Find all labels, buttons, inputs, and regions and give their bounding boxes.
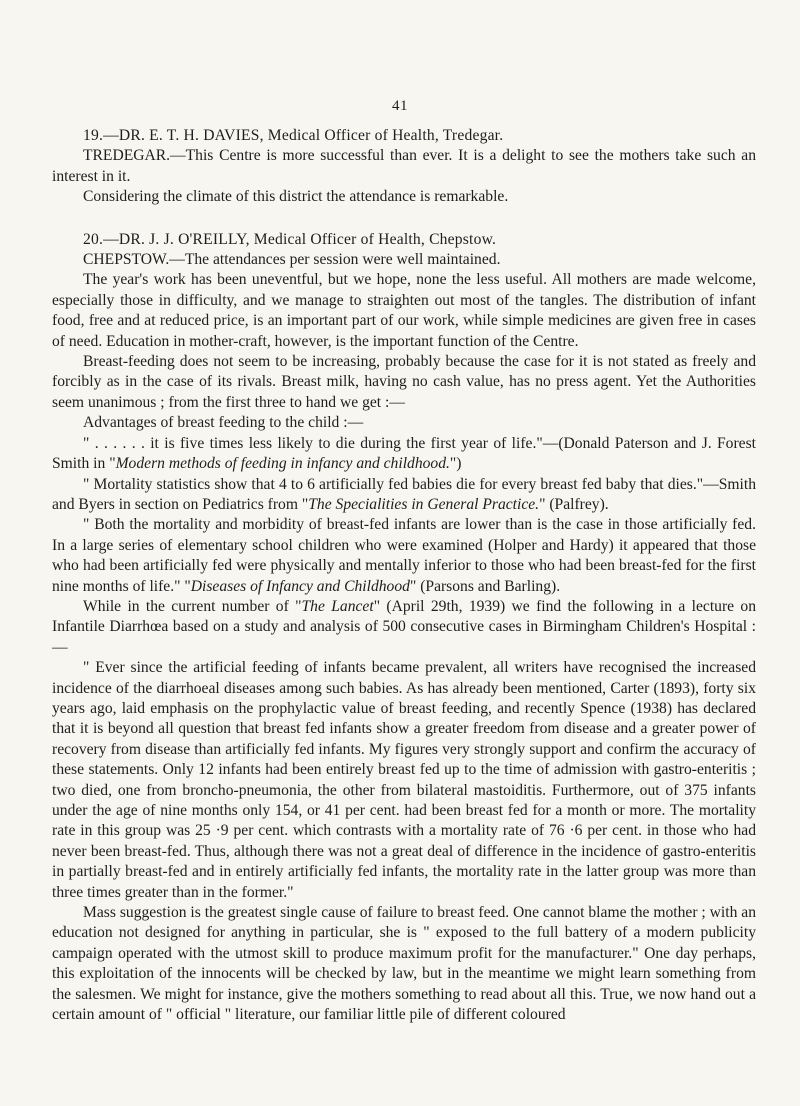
section-20-paragraph-4: Advantages of breast feeding to the child :— — [83, 414, 364, 432]
section-20-heading: 20.—DR. J. J. O'REILLY, Medical Officer of Health, Chepstow. — [83, 230, 497, 248]
section-19-paragraph-1: TREDEGAR.—This Centre is more successful than ever. It is a delight to see the mothers take such an interest in it. — [52, 147, 756, 185]
quote-source-title: The Specialities in General Practice. — [308, 495, 540, 513]
quote-text: " Mortality statistics show that 4 to 6 artificially fed babies die for every breast fed baby that dies."—Smith and Byers in section on Pediatrics from " — [52, 475, 756, 513]
quote-lancet-lecture: " Ever since the artificial feeding of infants became prevalent, all writers have recognised the increased incidence of the diarrhoeal diseases among such babies. As has already been mentioned, Carter (1893), forty six years ago, laid emphasis on the prophylactic value of breast feeding, and recently Spence (1938) has declared that it is beyond all question that breast fed infants show a greater freedom from disease and a greater power of recovery from disease than artificially fed infants. My figures very strongly support and confirm the accuracy of these statements. Only 12 infants had been entirely breast fed up to the time of admission with gastro-enteritis ; two died, one from broncho-pneumonia, the other from bilateral mastoiditis. Furthermore, out of 375 infants under the age of nine months only 154, or 41 per cent. had been breast fed for a month or more. The mortality rate in this group was 25 ·9 per cent. which contrasts with a mortality rate of 76 ·6 per cent. in those who had never been breast-fed. Thus, although there was not a great deal of difference in the incidence of gastro-enteritis in partially breast-fed and in entirely artificially fed infants, the mortality rate in the latter group was more than three times greater than in the former." — [52, 659, 756, 901]
quote-text: " . . . . . . it is five times less likely to die during the first year of life."—(Donald Paterson and J. Forest Smith in " — [52, 434, 756, 473]
quote-end: " (Parsons and Barling). — [409, 577, 561, 595]
quote-text: " Both the mortality and morbidity of breast-fed infants are lower than is the case in those artificially fed. In a large series of elementary school children who were examined (Holper and Hardy) it appeared that those who had been artificially fed were physically and mentally inferior to those who had been breast-fed for the first nine months of life." " — [52, 516, 756, 595]
quote-parsons-barling — [52, 515, 756, 597]
lancet-text-1: While in the current number of " — [83, 597, 302, 615]
section-19-heading: 19.—DR. E. T. H. DAVIES, Medical Officer of Health, Tredegar. — [83, 127, 504, 144]
quote-source-title: Modern methods of feeding in infancy and childhood. — [115, 455, 450, 473]
lancet-introduction — [52, 597, 756, 658]
page-body — [52, 126, 756, 1025]
section-20-paragraph-5: Mass suggestion is the greatest single cause of failure to breast feed. One cannot blame the mother ; with an education not designed for anything in particular, she is " exposed to the full battery of a modern publicity campaign operated with the utmost skill to produce maximum profit for the manufacturer." One day perhaps, this exploitation of the innocents will be checked by law, but in the meantime we might learn something from the salesmen. We might for instance, give the mothers something to read about all this. True, we now hand out a certain amount of " official " literature, our familiar little pile of different coloured — [52, 904, 756, 1024]
section-19-paragraph-2: Considering the climate of this district the attendance is remarkable. — [83, 188, 509, 206]
quote-source-title: Diseases of Infancy and Childhood — [190, 577, 410, 595]
quote-end: " (Palfrey). — [539, 495, 609, 513]
section-20-paragraph-2: The year's work has been uneventful, but we hope, none the less useful. All mothers are made welcome, especially those in difficulty, and we manage to straighten out most of the tangles. The distribution of infant food, free and at reduced price, is an important part of our work, while simple medicines are given free in cases of need. Education in mother-craft, however, is the important function of the Centre. — [52, 271, 756, 350]
section-20-paragraph-1: CHEPSTOW.—The attendances per session were well maintained. — [83, 251, 501, 269]
quote-paterson-smith — [52, 434, 756, 475]
quote-smith-byers — [52, 475, 756, 516]
lancet-title: The Lancet — [301, 597, 374, 615]
page-number: 41 — [392, 98, 408, 114]
section-20-paragraph-3: Breast-feeding does not seem to be increasing, probably because the case for it is not stated as freely and forcibly as in the case of its rivals. Breast milk, having no cash value, has no press agent. Yet the Authorities seem unanimous ; from the first three to hand we get :— — [52, 353, 756, 411]
lancet-text-2: " (April 29th, 1939) we find the following in a lecture on Infantile Diarrhœa based on a study and analysis of 500 consecutive cases in Birmingham Children's Hospital :— — [52, 597, 756, 656]
quote-end: ") — [449, 455, 462, 473]
